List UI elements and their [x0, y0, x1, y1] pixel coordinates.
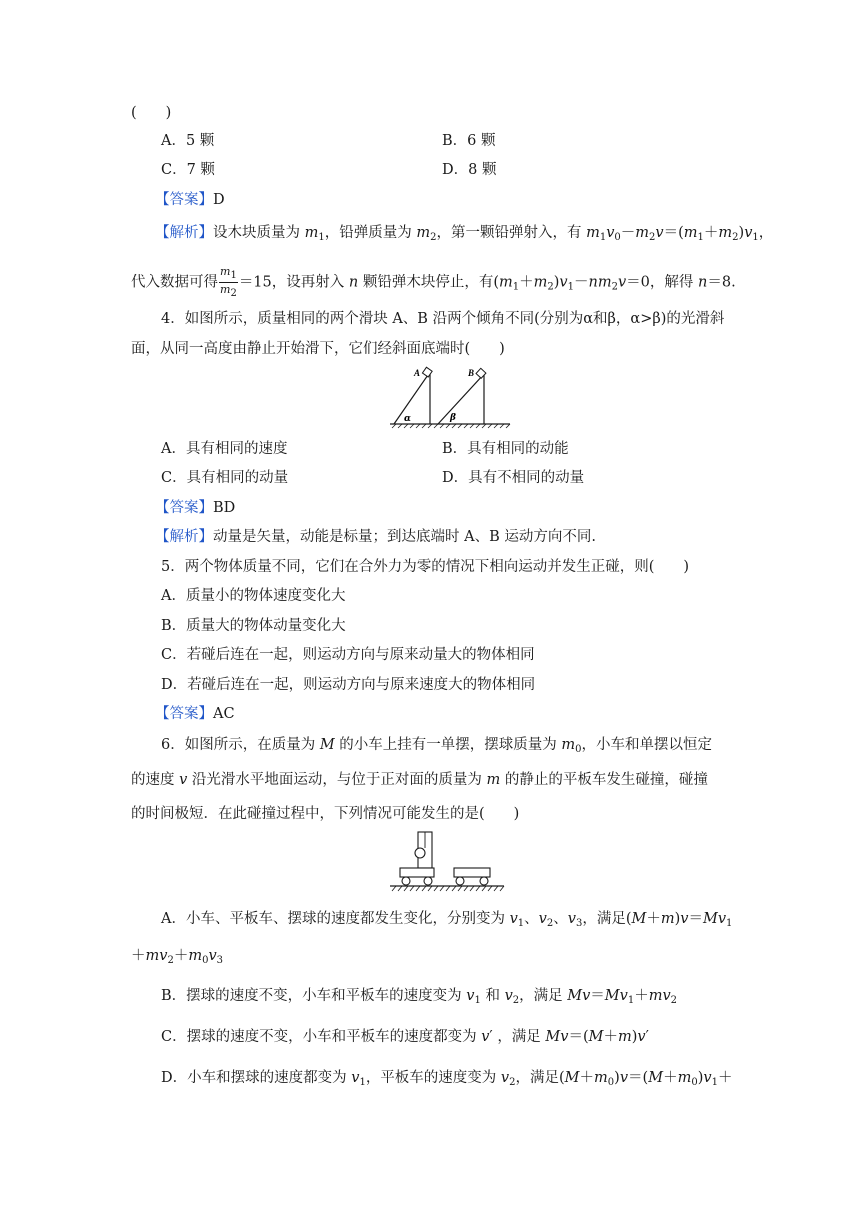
- q3-analysis-line1: 【解析】设木块质量为 $m_1$，铅弹质量为 $m_2$，第一颗铅弹射入，有 $m_1v_0-m_2v=(m_1+m_2)v_1$，: [155, 225, 774, 243]
- q6-option-a-line1: A．小车、平板车、摆球的速度都发生变化，分别变为 $v_1$、$v_2$、$v_3$，满足$(M+m)v=Mv_1$: [161, 911, 733, 929]
- q6-stem-line3: 的时间极短．在此碰撞过程中，下列情况可能发生的是( ): [131, 806, 520, 822]
- q4-option-d: D．具有不相同的动量: [442, 470, 585, 486]
- stem-text: 沿光滑水平地面运动，与位于正对面的质量为: [187, 772, 487, 788]
- option-text: A．小车、平板车、摆球的速度都发生变化，分别变为: [161, 911, 510, 927]
- answer-tag: 【答案】: [155, 706, 213, 722]
- option-text: ，平板车的速度变为: [365, 1070, 501, 1086]
- q3-option-b: B．6 颗: [442, 133, 496, 149]
- answer-tag: 【答案】: [155, 500, 213, 516]
- option-text: 和: [480, 988, 505, 1004]
- cart-wheel: [424, 877, 432, 885]
- block-a: [422, 367, 432, 377]
- option-text: D．小车和摆球的速度都变为: [161, 1070, 352, 1086]
- analysis-text: ＝8.: [707, 274, 736, 291]
- q4-option-a: A．具有相同的速度: [161, 441, 288, 457]
- stem-text: 6．如图所示，在质量为: [161, 737, 320, 753]
- gentle-incline: [438, 374, 484, 424]
- analysis-text: ，第一颗铅弹射入，有: [436, 225, 587, 241]
- q5-option-a: A．质量小的物体速度变化大: [161, 588, 346, 604]
- q5-option-c: C．若碰后连在一起，则运动方向与原来动量大的物体相同: [161, 647, 535, 663]
- analysis-tag: 【解析】: [155, 529, 213, 545]
- option-text: ，满足: [582, 911, 626, 927]
- stem-text: 的速度: [131, 772, 180, 788]
- q4-option-c: C．具有相同的动量: [161, 470, 289, 486]
- analysis-text: 动量是矢量，动能是标量；到达底端时 A、B 运动方向不同.: [213, 529, 596, 545]
- answer-value: AC: [213, 706, 235, 722]
- label-b: B: [468, 368, 475, 378]
- analysis-text: 设木块质量为: [213, 225, 305, 241]
- stem-text: ，小车和单摆以恒定: [581, 737, 713, 753]
- q6-option-c: C．摆球的速度不变，小车和平板车的速度都变为 v′ ，满足 Mv＝(M＋m)v′: [161, 1029, 649, 1045]
- q3-option-d: D．8 颗: [442, 162, 497, 178]
- analysis-text: 代入数据可得: [131, 274, 218, 291]
- pendulum-bob: [415, 848, 425, 858]
- q4-stem-line1: 4．如图所示，质量相同的两个滑块 A、B 沿两个倾角不同(分别为α和β，α>β)的光滑斜: [161, 311, 725, 327]
- answer-value: BD: [213, 500, 236, 516]
- stem-text: 的静止的平板车发生碰撞，碰撞: [500, 772, 708, 788]
- mass-ratio-fraction: $\frac{m_1}{m_2}$: [220, 265, 237, 299]
- q6-option-a-line2: $+mv_2+m_0v_3$: [131, 948, 224, 966]
- answer-tag: 【答案】: [155, 192, 213, 208]
- option-text: B．摆球的速度不变，小车和平板车的速度变为: [161, 988, 467, 1004]
- analysis-tag: 【解析】: [155, 225, 213, 241]
- option-text: ，满足: [497, 1029, 546, 1045]
- q6-stem-line2: 的速度 v 沿光滑水平地面运动，与位于正对面的质量为 m 的静止的平板车发生碰撞，碰撞: [131, 772, 708, 788]
- q3-analysis-line2: 代入数据可得 $\frac{m_1}{m_2}$ ＝15，设再射入 n 颗铅弹木块停止，有$(m_1+m_2)v_1-nm_2v=0$，解得 n＝8.: [131, 265, 736, 299]
- answer-value: D: [213, 192, 225, 208]
- q4-answer: [155, 498, 235, 518]
- label-beta: β: [450, 413, 456, 423]
- q3-paren: ( ): [131, 105, 172, 121]
- label-alpha: α: [404, 414, 411, 424]
- q4-option-b: B．具有相同的动能: [442, 441, 569, 457]
- q6-stem-line1: 6．如图所示，在质量为 M 的小车上挂有一单摆，摆球质量为 $m_0$，小车和单摆以恒定: [161, 737, 713, 755]
- analysis-text: 颗铅弹木块停止，有: [358, 274, 494, 291]
- analysis-text: ＝15，设再射入: [238, 274, 349, 291]
- q4-stem-line2: 面，从同一高度由静止开始滑下，它们经斜面底端时( ): [131, 341, 505, 357]
- flat-cart-body: [454, 868, 490, 877]
- option-text: C．摆球的速度不变，小车和平板车的速度都变为: [161, 1029, 482, 1045]
- q5-option-b: B．质量大的物体动量变化大: [161, 618, 346, 634]
- flat-cart-wheel: [480, 877, 488, 885]
- q3-option-c: C．7 颗: [161, 162, 215, 178]
- cart-wheel: [402, 877, 410, 885]
- q6-option-b: B．摆球的速度不变，小车和平板车的速度变为 $v_1$ 和 $v_2$，满足 $Mv=Mv_1+mv_2$: [161, 988, 678, 1006]
- analysis-text: ，铅弹质量为: [324, 225, 417, 241]
- q5-stem: 5．两个物体质量不同，它们在合外力为零的情况下相向运动并发生正碰，则( ): [161, 559, 690, 575]
- inclines-figure: [388, 362, 512, 430]
- analysis-text: ＝0，解得: [626, 274, 699, 291]
- flat-cart-wheel: [456, 877, 464, 885]
- q3-answer: [155, 190, 225, 210]
- cart-body: [400, 868, 434, 877]
- option-text: ，满足: [515, 1070, 559, 1086]
- steep-incline: [394, 372, 430, 424]
- cart-pendulum-figure: [388, 828, 506, 894]
- q5-option-d: D．若碰后连在一起，则运动方向与原来速度大的物体相同: [161, 677, 536, 693]
- option-text: ，满足: [519, 988, 568, 1004]
- q5-answer: [155, 704, 235, 724]
- q3-option-a: A．5 颗: [161, 133, 215, 149]
- stem-text: 的小车上挂有一单摆，摆球质量为: [334, 737, 562, 753]
- q6-option-d: D．小车和摆球的速度都变为 $v_1$，平板车的速度变为 $v_2$，满足$(M+m_0)v=(M+m_0)v_1+$: [161, 1070, 733, 1088]
- label-a: A: [414, 368, 421, 378]
- q4-analysis: [155, 527, 596, 547]
